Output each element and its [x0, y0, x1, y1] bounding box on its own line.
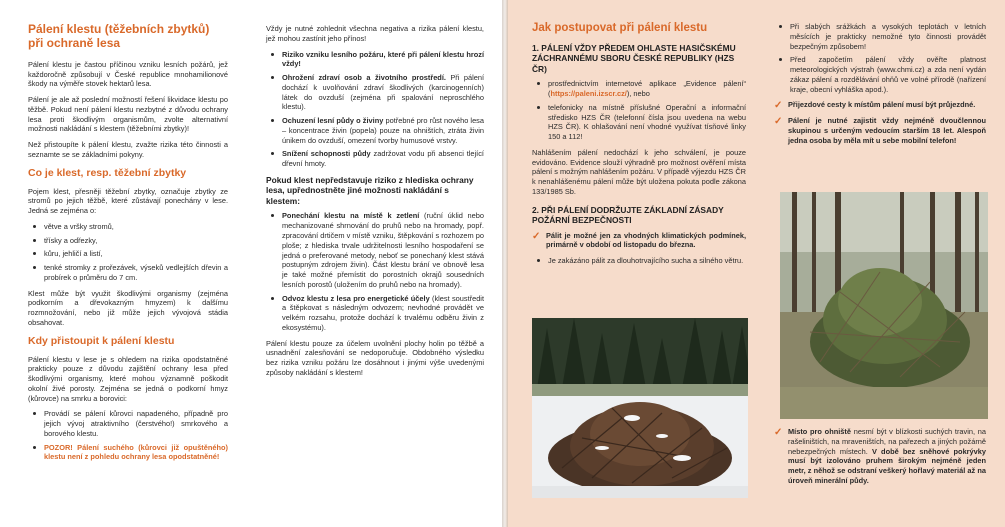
check-icon: ✓ — [774, 116, 783, 128]
list-item: telefonicky na místně příslušné Operační a informační středisko HZS ČR (telefonní čísla jsou uvedena na webu HZS ČR). K ohlašování není vhodné využívat tísňové linky 150 a 112! — [532, 103, 746, 142]
column-1 — [28, 22, 228, 468]
column-2 — [266, 24, 484, 384]
alt-bold: Odvoz klestu z lesa pro energetické účely — [282, 293, 430, 303]
left-page — [0, 0, 502, 527]
report-list — [532, 79, 746, 142]
risk-text: Při pálení dochází k uvolňování zdraví škodlivých (karcinogenních) látek do ovzduší (zejména při spalování neproschlého klestu). — [282, 73, 484, 112]
check-icon: ✓ — [774, 100, 783, 112]
when-list — [28, 409, 228, 462]
check-text: Pálit je možné jen za vhodných klimatických podmínek, primárně v období od listopadu do března. — [546, 230, 746, 250]
alternatives-list — [266, 211, 484, 332]
evidence-link[interactable]: https://paleni.izscr.cz/ — [550, 89, 627, 99]
risk-bold: Ochuzení lesní půdy o živiny — [282, 116, 384, 126]
main-title: Pálení klestu (těžebních zbytků) při ochraně lesa — [28, 22, 210, 51]
alt-text: (ruční úklid nebo mechanizované shrnování do pruhů nebo na hromady, popř. zpracování drtičem v místě vzniku, štěpkování s rozhozem po ploše; z hlediska trvale udržitelnosti lesního hospodaření se jedná o preferované metody, neboť se ponechaný klest stává postupným zdrojem živin). Část klestu brání ve obnově lesa je také možné přemístit do porostních okrajů sousedních lesních porostů (uložením do pruhů nebo na hromady). — [282, 211, 484, 289]
list-item: větve a vršky stromů, — [28, 222, 228, 232]
check-text: Pálení je nutné zajistit vždy nejméně dvoučlennou skupinou s určeným vedoucím starším 18 let. Alespoň jedna osoba by měla mít u sebe mobilní telefon! — [788, 116, 986, 145]
paragraph: Pojem klest, přesněji těžební zbytky, označuje zbytky ze stromů po jejich těžbě, které zůstávají ponechány v lese. Jedná se zejména o: — [28, 186, 228, 216]
paragraph: Pálení klestu v lese je s ohledem na rizika opodstatněné prakticky pouze z důvodu zajištění ochrany lesa před škodlivými organismy, které mohou významně poškodit okolní živé porosty. Zejména se jedná o podkorní hmyz (kůrovce) na smrku a borovici: — [28, 354, 228, 403]
list-item: Před započetím pálení vždy ověřte platnost meteorologických výstrah (www.chmi.cz) a zda není vydán zákaz pálení a rozdělávání ohňů ve volné přírodě (nařízení kraje, obecní vyhláška apod.). — [774, 55, 986, 94]
slash-pile-snow-photo — [532, 318, 748, 498]
paragraph: Nahlášením pálení nedochází k jeho schválení, je pouze evidováno. Evidence slouží výhradně pro možnost ověření místa pálení s možným nahlášením požáru. V případě výjezdu HZS ČR k nenahlášenému pálení může být uložena pokuta podle zákona 133/1985 Sb. — [532, 147, 746, 196]
section-heading: Co je klest, resp. těžební zbytky — [28, 166, 187, 179]
procedure-title: Jak postupovat při pálení klestu — [532, 22, 708, 34]
check-item — [774, 116, 986, 145]
branch-heap-forest-photo — [780, 192, 988, 419]
paragraph: Pálení klestu je častou příčinou vzniku lesních požárů, jež každoročně způsobují v České republice mnohamilionové škody na výměře stovek hektarů lesa. — [28, 59, 228, 89]
paragraph: Pálení je ale až poslední možností řešení likvidace klestu po těžbě. Pokud není pálení klestu nezbytné z důvodu ochrany lesa proti škodlivým organismům, zvolte alternativní možnosti nakládání s klestem (těžebními zbytky)! — [28, 95, 228, 134]
column-4 — [774, 22, 986, 151]
list-item — [266, 73, 484, 112]
column-4-bottom — [774, 427, 986, 492]
check-bold: Místo pro ohniště — [788, 427, 851, 436]
paragraph: Pálení klestu pouze za účelem uvolnění plochy holin po těžbě a usnadnění zalesňování se nedoporučuje. Obdobného výsledku bez rizika vzniku požáru lze dosáhnout i jinými výše uvedenými způsoby nakládání s klestem! — [266, 338, 484, 377]
restriction-list — [532, 256, 746, 266]
text: ), nebo — [626, 89, 650, 99]
risks-list — [266, 50, 484, 169]
paragraph: Vždy je nutné zohlednit všechna negativa a rizika pálení klestu, jež mohou zastínit jeho přínos! — [266, 24, 484, 43]
risk-bold: Ohrožení zdraví osob a životního prostředí. — [282, 73, 446, 83]
warning-item: POZOR! Pálení suchého (kůrovci již opuštěného) klestu není z pohledu ochrany lesa opodstatněné! — [28, 443, 228, 463]
text: prostřednictvím internetové aplikace „Evidence pálení“ ( — [548, 79, 746, 99]
paragraph: Klest může být využit škodlivými organismy (zejména podkorním a dřevokazným hmyzem) k dalšímu rozmnožování, nebo již může jejich vývojová stádia obsahovat. — [28, 288, 228, 327]
list-item: Je zakázáno pálit za dlouhotrvajícího sucha a silného větru. — [532, 256, 746, 266]
list-item: Provádí se pálení kůrovci napadeného, případně pro jejich vývoj atraktivního (čerstvého!) smrkového a borového klestu. — [28, 409, 228, 438]
section-heading: Kdy přistoupit k pálení klestu — [28, 334, 175, 347]
column-3 — [532, 22, 746, 272]
list-item — [266, 211, 484, 289]
check-bold: V době bez sněhové pokrývky musí být izolováno pruhem širokým nejméně jeden metr, z něhož se odstraní veškerý hořlavý materiál až na úroveň minerální půdy. — [788, 446, 987, 485]
list-item — [532, 79, 746, 99]
list-item: kůru, jehličí a listí, — [28, 249, 228, 259]
right-page — [508, 0, 1005, 527]
risk-bold: Snížení schopnosti půdy — [282, 149, 371, 159]
step-2-heading: 2. PŘI PÁLENÍ DODRŽUJTE ZÁKLADNÍ ZÁSADY POŽÁRNÍ BEZPEČNOSTI — [532, 204, 724, 226]
subheading: Pokud klest nepředstavuje riziko z hlediska ochrany lesa, upřednostněte jiné možnosti nakládání s klestem: — [266, 174, 474, 206]
check-text: nesmí být v blízkosti suchých travin, na rašeliništích, na mraveništích, na pařezech a jiných požárně nebezpečných místech. — [788, 427, 986, 456]
check-item — [774, 100, 986, 110]
risk-text: zadržovat vodu při absenci tlející dřevní hmoty. — [282, 149, 484, 169]
check-item — [532, 231, 746, 251]
paragraph: Než přistoupíte k pálení klestu, zvažte rizika této činnosti a seznamte se se základními pokyny. — [28, 140, 228, 159]
weather-list — [774, 22, 986, 94]
risk-bold: Riziko vzniku lesního požáru, které při pálení klestu hrozí vždy! — [282, 49, 484, 69]
list-item — [266, 149, 484, 169]
risk-text: potřebné pro růst nového lesa – koncentrace živin (popela) pouze na ohništích, ztráta živin únikem do ovzduší, omezení tvorby humusové vrstvy. — [282, 116, 484, 145]
list-item — [266, 294, 484, 333]
check-item — [774, 427, 986, 486]
check-text: Přijezdové cesty k místům pálení musí být průjezdné. — [788, 100, 976, 110]
list-item — [266, 116, 484, 145]
list-item: třísky a odřezky, — [28, 236, 228, 246]
alt-text: (klest soustředit a štěpkovat s následným odvozem; nevhodné provádět ve velkém rozsahu, protože dochází k trvalému odběru živin z ekosystému). — [282, 293, 484, 332]
list-item: tenké stromky z prořezávek, výseků vedlejších dřevin a probírek o průměru do 7 cm. — [28, 263, 228, 283]
list-item — [266, 50, 484, 70]
alt-bold: Ponechání klestu na místě k zetlení — [282, 211, 420, 221]
step-1-heading: 1. PÁLENÍ VŽDY PŘEDEM OHLASTE HASIČSKÉMU ZÁCHRANNÉMU SBORU ČESKÉ REPUBLIKY (HZS ČR) — [532, 42, 736, 74]
check-icon: ✓ — [774, 427, 783, 438]
list-item: Při slabých srážkách a vysokých teplotách v letních měsících je prakticky nemožné tyto činnosti provádět bezpečným způsobem! — [774, 22, 986, 51]
check-icon: ✓ — [532, 230, 541, 242]
residue-list — [28, 222, 228, 283]
